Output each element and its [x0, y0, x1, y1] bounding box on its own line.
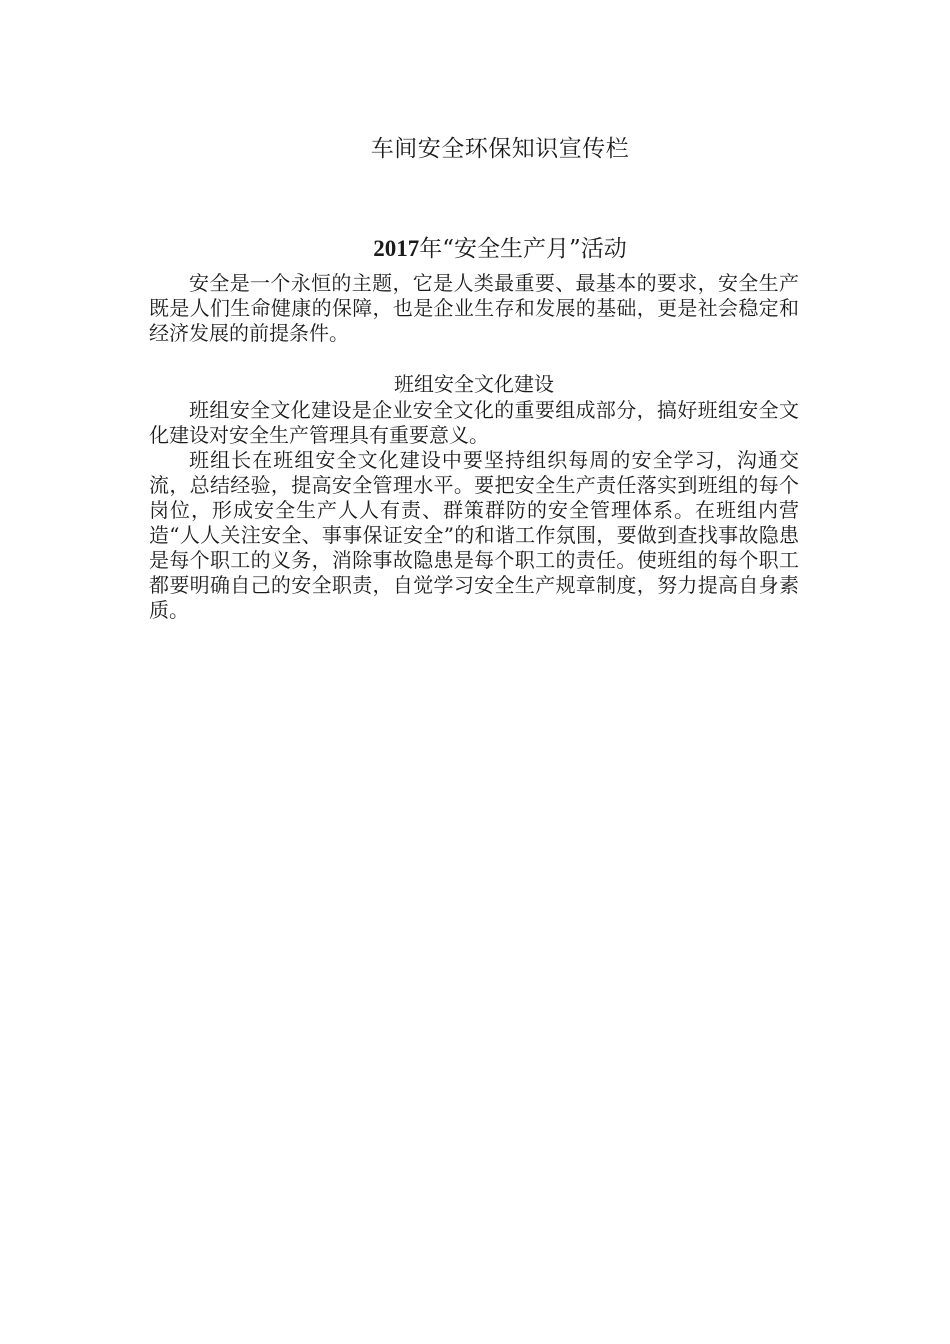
activity-heading-text: 年“安全生产月”活动: [419, 236, 627, 262]
section-heading: 班组安全文化建设: [394, 372, 554, 396]
activity-heading-year: 2017: [373, 236, 420, 261]
section-paragraph: 班组安全文化建设是企业安全文化的重要组成部分，搞好班组安全文化建设对安全生产管理具有重要意义。: [149, 398, 799, 447]
section-paragraph: 班组长在班组安全文化建设中要坚持组织每周的安全学习，沟通交流，总结经验，提高安全管理水平。要把安全生产责任落实到班组的每个岗位，形成安全生产人人有责、群策群防的安全管理体系。在班组内营造“人人关注安全、事事保证安全”的和谐工作氛围，要做到查找事故隐患是每个职工的义务，消除事故隐患是每个职工的责任。使班组的每个职工都要明确自己的安全职责，自觉学习安全生产规章制度，努力提高自身素质。: [149, 448, 799, 622]
activity-heading: [0, 232, 950, 266]
intro-paragraph: 安全是一个永恒的主题，它是人类最重要、最基本的要求，安全生产既是人们生命健康的保障，也是企业生存和发展的基础，更是社会稳定和经济发展的前提条件。: [149, 271, 799, 345]
intro-section: [149, 271, 799, 346]
section-body: [149, 398, 799, 623]
document-title: 车间安全环保知识宣传栏: [370, 136, 630, 162]
